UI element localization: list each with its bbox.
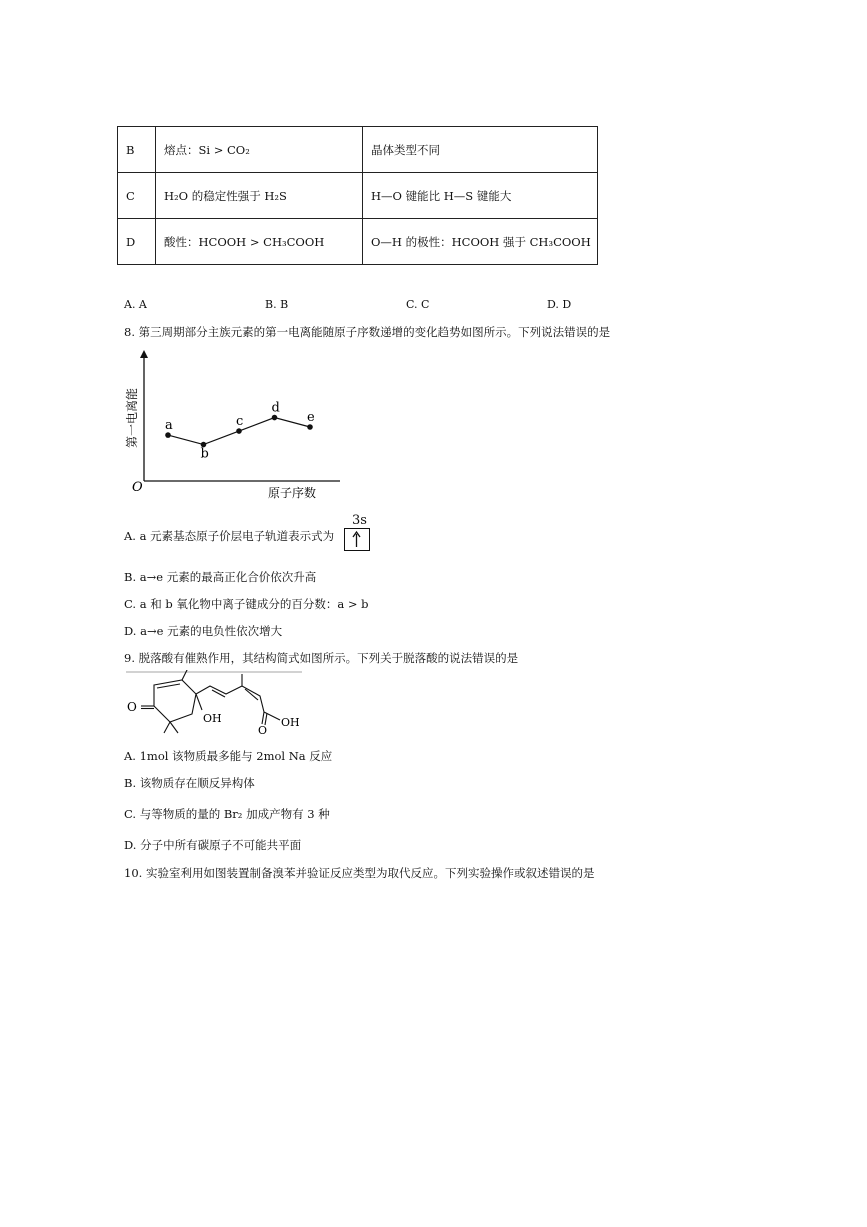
point-label-d: d (271, 400, 280, 416)
carboxyl-oh-label: OH (281, 716, 300, 729)
y-axis-label: 第一电离能 (125, 387, 139, 449)
x-axis-label: 原子序数 (268, 486, 317, 500)
table-row (118, 173, 598, 219)
q9-option-a: A. 1mol 该物质最多能与 2mol Na 反应 (124, 749, 333, 763)
data-point-a (165, 432, 171, 438)
table-row (118, 219, 598, 265)
q9-option-d: D. 分子中所有碳原子不可能共平面 (124, 838, 302, 852)
q10-stem: 10. 实验室利用如图装置制备溴苯并验证反应类型为取代反应。下列实验操作或叙述错误的是 (124, 866, 595, 880)
row-fact: H₂O 的稳定性强于 H₂S (156, 173, 363, 219)
q9-option-c: C. 与等物质的量的 Br₂ 加成产物有 3 种 (124, 807, 330, 821)
up-arrow-icon (345, 529, 368, 550)
data-point-d (272, 415, 278, 421)
ketone-o-label: O (127, 700, 137, 714)
row-fact: 熔点：Si > CO₂ (156, 127, 363, 173)
origin-label: O (132, 480, 143, 495)
q7-option-a: A. A (124, 298, 147, 311)
q7-option-c: C. C (406, 298, 430, 311)
q7-option-d: D. D (547, 298, 572, 311)
data-point-c (236, 428, 242, 434)
carboxyl-o-label: O (258, 724, 268, 736)
q8-option-d: D. a→e 元素的电负性依次增大 (124, 624, 283, 638)
row-reason: H—O 键能比 H—S 键能大 (363, 173, 598, 219)
q8-option-a: A. a 元素基态原子价层电子轨道表示式为 (124, 529, 335, 543)
row-reason: 晶体类型不同 (363, 127, 598, 173)
orbital-box (344, 528, 370, 551)
point-label-c: c (236, 414, 244, 430)
row-letter: B (118, 127, 156, 173)
orbital-label: 3s (352, 513, 367, 528)
row-reason: O—H 的极性：HCOOH 强于 CH₃COOH (363, 219, 598, 265)
q7-table (117, 126, 598, 265)
hydroxyl-label: OH (203, 712, 222, 725)
q9-option-b: B. 该物质存在顺反异构体 (124, 776, 255, 790)
row-letter: C (118, 173, 156, 219)
row-fact: 酸性：HCOOH > CH₃COOH (156, 219, 363, 265)
point-label-a: a (165, 418, 173, 434)
q8-option-c: C. a 和 b 氧化物中离子键成分的百分数：a > b (124, 597, 369, 611)
data-point-e (307, 424, 313, 430)
q8-ionization-chart (118, 346, 348, 504)
point-label-e: e (307, 410, 315, 425)
q7-option-b: B. B (265, 298, 289, 311)
abscisic-acid-structure (124, 670, 304, 736)
q8-option-b: B. a→e 元素的最高正化合价依次升高 (124, 570, 317, 584)
q8-stem: 8. 第三周期部分主族元素的第一电离能随原子序数递增的变化趋势如图所示。下列说法错误的是 (124, 325, 611, 339)
table-row (118, 127, 598, 173)
q9-stem: 9. 脱落酸有催熟作用，其结构简式如图所示。下列关于脱落酸的说法错误的是 (124, 651, 519, 665)
row-letter: D (118, 219, 156, 265)
point-label-b: b (200, 446, 209, 462)
